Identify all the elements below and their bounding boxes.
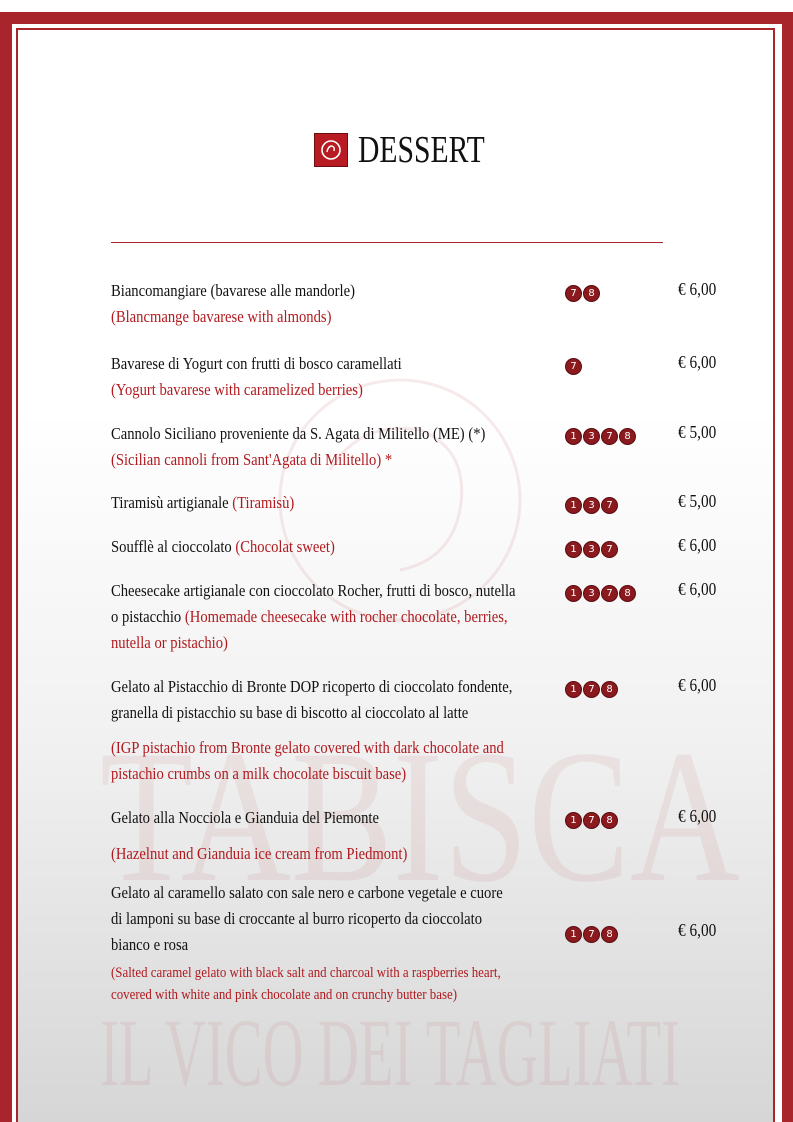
menu-item-line [111, 447, 551, 473]
allergen-badge: 3 [583, 541, 600, 558]
allergen-badge: 1 [565, 428, 582, 445]
allergen-list [565, 681, 618, 698]
menu-item-line [111, 841, 551, 867]
italian-description: Cheesecake artigianale con cioccolato Rocher, frutti di bosco, nutella [111, 581, 516, 600]
menu-item-price: € 6,00 [678, 675, 717, 695]
menu-item-price: € 6,00 [678, 352, 717, 372]
english-description: pistachio crumbs on a milk chocolate biscuit base) [111, 764, 407, 783]
menu-item-price: € 6,00 [678, 579, 717, 599]
menu-item [111, 841, 551, 867]
allergen-list [565, 428, 636, 445]
header-divider [111, 242, 663, 243]
allergen-badge: 1 [565, 585, 582, 602]
menu-item-line [111, 630, 551, 656]
allergen-badge: 3 [583, 585, 600, 602]
allergen-badge: 1 [565, 681, 582, 698]
menu-item-line [111, 351, 551, 377]
menu-item-line [111, 984, 551, 1006]
menu-item-line [111, 304, 551, 330]
allergen-badge: 8 [601, 812, 618, 829]
allergen-badge: 8 [619, 428, 636, 445]
allergen-badge: 3 [583, 497, 600, 514]
menu-item [111, 880, 551, 958]
allergen-list [565, 541, 618, 558]
allergen-badge: 7 [565, 358, 582, 375]
italian-description: di lamponi su base di croccante al burro ricoperto da cioccolato [111, 909, 483, 928]
italian-description: o pistacchio [111, 607, 185, 626]
menu-item-price: € 6,00 [678, 535, 717, 555]
allergen-badge: 8 [619, 585, 636, 602]
allergen-badge: 1 [565, 497, 582, 514]
restaurant-logo-icon [314, 133, 348, 167]
italian-description: Tiramisù artigianale [111, 493, 233, 512]
english-description: nutella or pistachio) [111, 633, 228, 652]
menu-item-line [111, 700, 551, 726]
allergen-badge: 1 [565, 812, 582, 829]
english-description: covered with white and pink chocolate and on crunchy butter base) [111, 987, 458, 1003]
menu-item-line [111, 932, 551, 958]
italian-description: Bavarese di Yogurt con frutti di bosco caramellati [111, 354, 402, 373]
english-description: (IGP pistachio from Bronte gelato covered with dark chocolate and [111, 738, 504, 757]
english-description: (Sicilian cannoli from Sant'Agata di Militello) * [111, 450, 393, 469]
allergen-badge: 3 [583, 428, 600, 445]
english-description: (Tiramisù) [232, 493, 295, 512]
allergen-badge: 7 [601, 585, 618, 602]
menu-item-line [111, 421, 551, 447]
italian-description: Soufflè al cioccolato [111, 537, 236, 556]
allergen-badge: 7 [583, 926, 600, 943]
allergen-list [565, 585, 636, 602]
menu-item-line [111, 962, 551, 984]
menu-item [111, 674, 551, 726]
italian-description: Gelato al Pistacchio di Bronte DOP ricoperto di cioccolato fondente, [111, 677, 513, 696]
menu-item [111, 962, 551, 1006]
menu-item [111, 578, 551, 656]
menu-item-price: € 6,00 [678, 920, 717, 940]
menu-item-line [111, 906, 551, 932]
english-description: (Yogurt bavarese with caramelized berries) [111, 380, 363, 399]
menu-item-price: € 6,00 [678, 279, 717, 299]
page-title: DESSERT [358, 129, 485, 171]
menu-item-line [111, 534, 551, 560]
menu-item [111, 735, 551, 787]
menu-item-price: € 5,00 [678, 422, 717, 442]
italian-description: Biancomangiare (bavarese alle mandorle) [111, 281, 355, 300]
allergen-badge: 7 [583, 681, 600, 698]
allergen-badge: 1 [565, 926, 582, 943]
english-description: (Chocolat sweet) [235, 537, 335, 556]
allergen-badge: 8 [583, 285, 600, 302]
menu-item-price: € 6,00 [678, 806, 717, 826]
allergen-list [565, 285, 600, 302]
italian-description: bianco e rosa [111, 935, 189, 954]
menu-item-line [111, 880, 551, 906]
menu-item [111, 490, 551, 516]
allergen-badge: 8 [601, 681, 618, 698]
allergen-list [565, 497, 618, 514]
menu-item-line [111, 761, 551, 787]
allergen-list [565, 812, 618, 829]
english-description: (Blancmange bavarese with almonds) [111, 307, 332, 326]
allergen-badge: 7 [601, 428, 618, 445]
allergen-badge: 7 [601, 541, 618, 558]
italian-description: granella di pistacchio su base di biscotto al cioccolato al latte [111, 703, 469, 722]
menu-item-line [111, 805, 551, 831]
menu-item [111, 534, 551, 560]
menu-item-line [111, 604, 551, 630]
menu-item [111, 805, 551, 831]
italian-description: Gelato al caramello salato con sale nero e carbone vegetale e cuore [111, 883, 503, 902]
menu-item-price: € 5,00 [678, 491, 717, 511]
menu-item-line [111, 377, 551, 403]
menu-item-line [111, 735, 551, 761]
menu-item-line [111, 578, 551, 604]
english-description: (Salted caramel gelato with black salt and charcoal with a raspberries heart, [111, 965, 501, 981]
allergen-list [565, 926, 618, 943]
menu-item-line [111, 490, 551, 516]
allergen-badge: 8 [601, 926, 618, 943]
allergen-list [565, 358, 582, 375]
section-header [314, 128, 520, 172]
english-description: (Homemade cheesecake with rocher chocolate, berries, [184, 607, 508, 626]
italian-description: Gelato alla Nocciola e Gianduia del Piemonte [111, 808, 379, 827]
menu-item-line [111, 278, 551, 304]
menu-item [111, 278, 551, 330]
menu-item-line [111, 674, 551, 700]
italian-description: Cannolo Siciliano proveniente da S. Agata di Militello (ME) (*) [111, 424, 486, 443]
allergen-badge: 7 [565, 285, 582, 302]
menu-item [111, 421, 551, 473]
allergen-badge: 7 [583, 812, 600, 829]
allergen-badge: 7 [601, 497, 618, 514]
menu-item [111, 351, 551, 403]
english-description: (Hazelnut and Gianduia ice cream from Piedmont) [111, 844, 408, 863]
allergen-badge: 1 [565, 541, 582, 558]
